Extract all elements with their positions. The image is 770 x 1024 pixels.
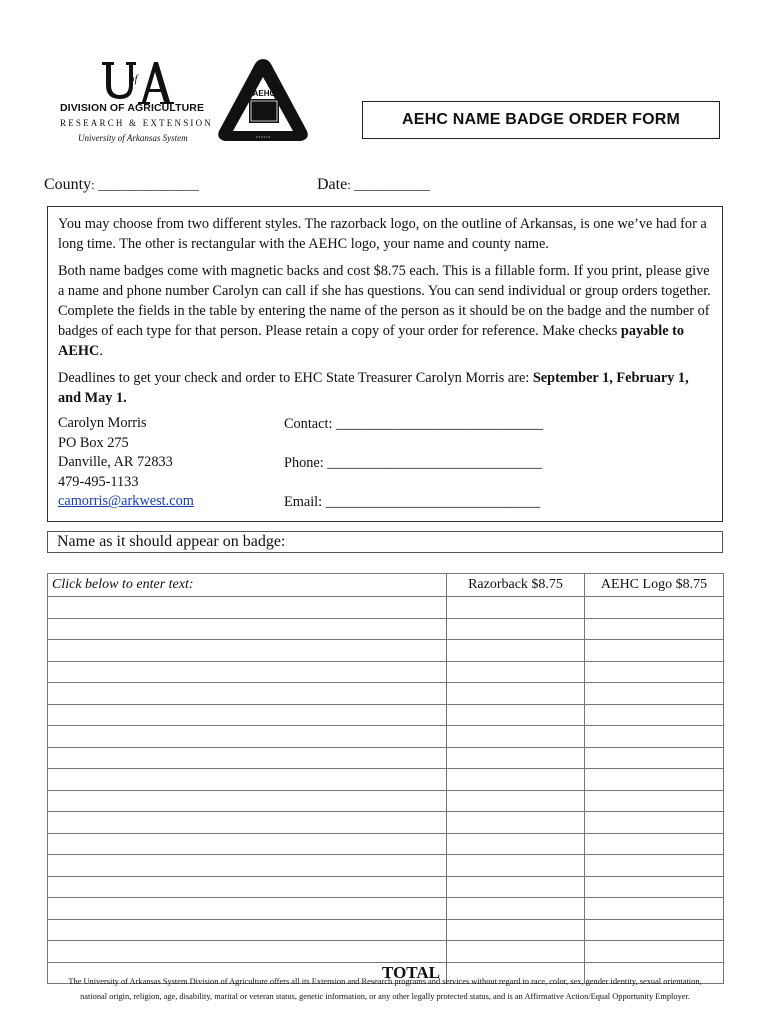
aehc-qty-input[interactable] (585, 941, 724, 963)
table-row (48, 790, 724, 812)
name-cell-input[interactable] (48, 661, 447, 683)
instructions-paragraph-2: Both name badges come with magnetic backs and cost $8.75 each. This is a fillable form. If you print, please give a name and phone number Carolyn can call if she has questions. You can send individual or group orders together. Complete the fields in the table by entering the name of the person as it should be on the badge and the number of badges of each type for that person. Please retain a copy of your order for reference. Make checks payable to AEHC. (58, 263, 711, 359)
razorback-qty-input[interactable] (447, 747, 585, 769)
uofa-division-logo (58, 60, 214, 150)
razorback-qty-input[interactable] (447, 597, 585, 619)
razorback-qty-input[interactable] (447, 876, 585, 898)
treasurer-name: Carolyn Morris (58, 415, 147, 431)
contact-section (58, 414, 708, 514)
aehc-qty-input[interactable] (585, 597, 724, 619)
org-name-line2: RESEARCH & EXTENSION (60, 118, 214, 128)
deadline-dates: September 1, February 1, and May 1. (58, 370, 689, 406)
aehc-qty-input[interactable] (585, 683, 724, 705)
name-cell-input[interactable] (48, 855, 447, 877)
name-column-header: Click below to enter text: (48, 574, 447, 597)
table-row (48, 683, 724, 705)
aehc-triangle-logo-icon (215, 55, 311, 151)
razorback-qty-input[interactable] (447, 704, 585, 726)
aehc-qty-input[interactable] (585, 704, 724, 726)
nondiscrimination-footer (30, 974, 740, 1004)
aehc-qty-input[interactable] (585, 898, 724, 920)
aehc-qty-input[interactable] (585, 833, 724, 855)
aehc-logo-label: AEHC (252, 89, 276, 98)
razorback-qty-input[interactable] (447, 790, 585, 812)
table-row (48, 919, 724, 941)
razorback-column-header: Razorback $8.75 (447, 574, 585, 597)
aehc-qty-input[interactable] (585, 769, 724, 791)
instructions-paragraph-1: You may choose from two different styles. The razorback logo, on the outline of Arkansas, is one we’ve had for a long time. The other is rectangular with the AEHC logo, your name and county name. (58, 216, 707, 252)
razorback-qty-input[interactable] (447, 898, 585, 920)
name-cell-input[interactable] (48, 790, 447, 812)
table-row (48, 640, 724, 662)
aehc-qty-input[interactable] (585, 726, 724, 748)
name-cell-input[interactable] (48, 812, 447, 834)
aehc-qty-input[interactable] (585, 876, 724, 898)
date-label: Date (317, 176, 348, 193)
aehc-qty-input[interactable] (585, 919, 724, 941)
aehc-logo-column-header: AEHC Logo $8.75 (585, 574, 724, 597)
razorback-qty-input[interactable] (447, 919, 585, 941)
name-cell-input[interactable] (48, 876, 447, 898)
aehc-qty-input[interactable] (585, 855, 724, 877)
county-label: County (44, 176, 92, 193)
org-name-line1: DIVISION OF AGRICULTURE (60, 102, 205, 114)
name-cell-input[interactable] (48, 747, 447, 769)
name-cell-input[interactable] (48, 597, 447, 619)
table-row (48, 769, 724, 791)
name-cell-input[interactable] (48, 683, 447, 705)
table-header-row (48, 574, 724, 597)
table-row (48, 812, 724, 834)
razorback-qty-input[interactable] (447, 661, 585, 683)
svg-text:• • • • • •: • • • • • • (256, 134, 270, 139)
table-row (48, 618, 724, 640)
table-row (48, 898, 724, 920)
name-cell-input[interactable] (48, 726, 447, 748)
name-cell-input[interactable] (48, 919, 447, 941)
badge-order-table (47, 573, 724, 984)
table-row (48, 597, 724, 619)
aehc-qty-input[interactable] (585, 812, 724, 834)
footer-line-2: national origin, religion, age, disability, marital or veteran status, genetic information, or any other legally protected status, and is an Affirmative Action/Equal Opportunity Employer. (80, 992, 690, 1001)
county-field[interactable]: County: ________________ (44, 176, 199, 193)
treasurer-email-link[interactable]: camorris@arkwest.com (58, 493, 194, 510)
badge-name-section-title: Name as it should appear on badge: (47, 531, 723, 553)
aehc-qty-input[interactable] (585, 661, 724, 683)
aehc-qty-input[interactable] (585, 790, 724, 812)
table-row (48, 726, 724, 748)
razorback-qty-input[interactable] (447, 833, 585, 855)
form-title: AEHC NAME BADGE ORDER FORM (362, 101, 720, 139)
total-label: TOTAL (48, 962, 447, 984)
contact-input[interactable]: Contact: _____________________________ (284, 416, 544, 432)
treasurer-po-box: PO Box 275 (58, 434, 129, 451)
table-row (48, 747, 724, 769)
treasurer-city: Danville, AR 72833 (58, 454, 173, 471)
phone-input[interactable]: Phone: ______________________________ (284, 455, 542, 471)
svg-text:of: of (129, 73, 138, 85)
table-row (48, 855, 724, 877)
table-row (48, 941, 724, 963)
razorback-qty-input[interactable] (447, 941, 585, 963)
treasurer-address (58, 414, 278, 512)
aehc-qty-input[interactable] (585, 747, 724, 769)
razorback-qty-input[interactable] (447, 618, 585, 640)
name-cell-input[interactable] (48, 941, 447, 963)
payable-to-text: payable to AEHC (58, 323, 685, 359)
name-cell-input[interactable] (48, 704, 447, 726)
order-rows (48, 597, 724, 984)
razorback-qty-input[interactable] (447, 812, 585, 834)
name-cell-input[interactable] (48, 640, 447, 662)
uofa-monogram-icon (96, 60, 176, 104)
razorback-qty-input[interactable] (447, 640, 585, 662)
razorback-qty-input[interactable] (447, 855, 585, 877)
deadlines-paragraph: Deadlines to get your check and order to EHC State Treasurer Carolyn Morris are: September 1, February 1, and May 1. (58, 370, 689, 406)
razorback-qty-input[interactable] (447, 769, 585, 791)
table-row (48, 661, 724, 683)
date-field[interactable]: Date: ____________ (317, 176, 430, 193)
razorback-qty-input[interactable] (447, 726, 585, 748)
name-cell-input[interactable] (48, 898, 447, 920)
instructions-box (47, 206, 723, 522)
footer-line-1: The University of Arkansas System Division of Agriculture offers all its Extension and Research programs and services without regard to race, color, sex, gender identity, sexual orientation, (68, 977, 702, 986)
table-row (48, 876, 724, 898)
table-row (48, 833, 724, 855)
date-input-blank[interactable]: ____________ (354, 177, 430, 192)
name-cell-input[interactable] (48, 618, 447, 640)
aehc-qty-input[interactable] (585, 618, 724, 640)
org-name-line3: University of Arkansas System (78, 133, 188, 143)
razorback-qty-input[interactable] (447, 683, 585, 705)
email-input[interactable]: Email: ______________________________ (284, 494, 541, 510)
county-input-blank[interactable]: ________________ (98, 177, 199, 192)
name-cell-input[interactable] (48, 833, 447, 855)
name-cell-input[interactable] (48, 769, 447, 791)
aehc-qty-input[interactable] (585, 640, 724, 662)
table-row (48, 704, 724, 726)
treasurer-phone: 479-495-1133 (58, 473, 139, 490)
